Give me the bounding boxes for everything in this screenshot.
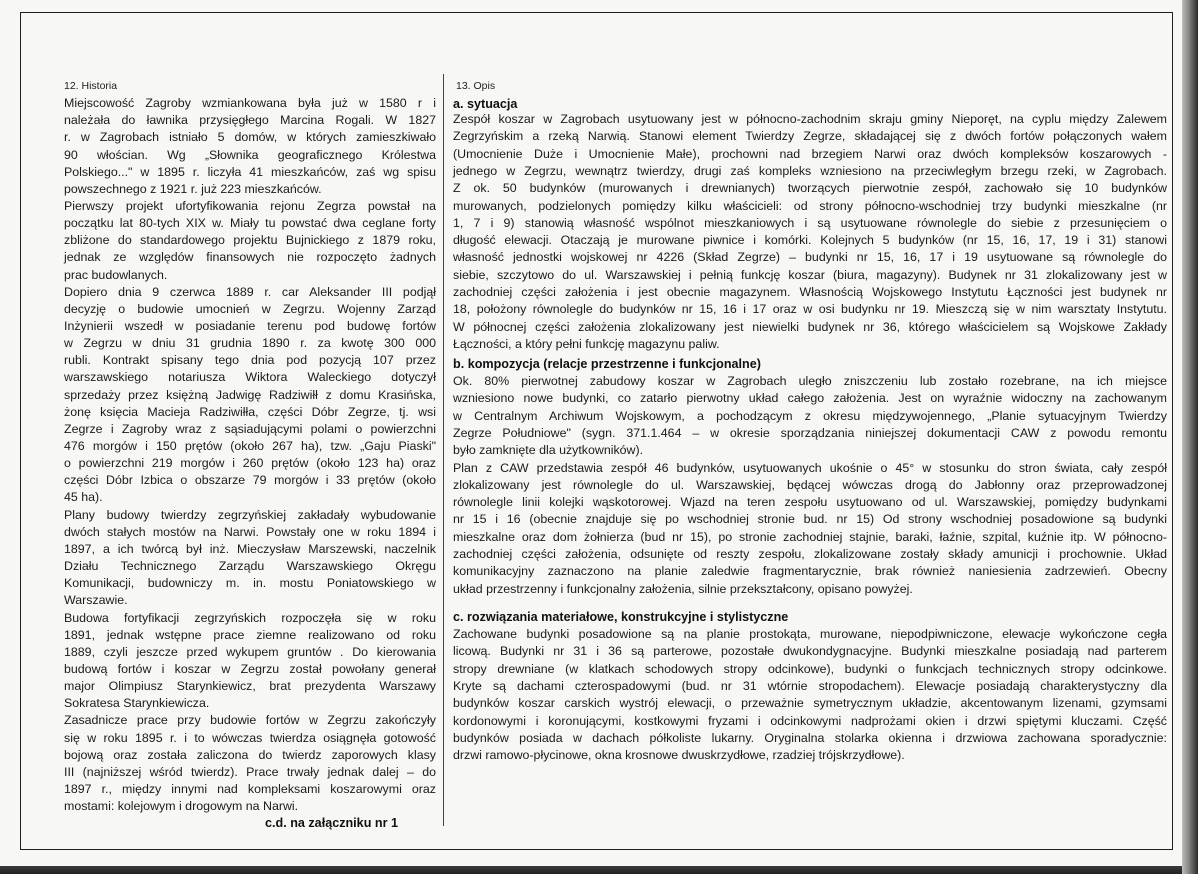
opis-subsection-title: b. kompozycja (relacje przestrzenne i funkcjonalne) xyxy=(453,357,761,371)
historia-line: 476 morgów i 150 prętów (około 267 ha), tzw. „Gaju Piaski" xyxy=(64,439,436,453)
historia-line: 1891, jednak wstępne prace ziemne realizowano od roku xyxy=(64,627,436,642)
historia-line: Inżynierii wszedł w posiadanie terenu pod budowę fortów xyxy=(64,318,436,333)
historia-line: Zegrze i Zagroby wraz z sąsiadującymi polami o powierzchni xyxy=(64,421,436,436)
historia-line: 90 włościan. Wg „Słownika geograficznego Królestwa xyxy=(64,147,436,162)
historia-line: zbliżone do standardowego projektu Bujnickiego z 1879 roku, xyxy=(64,233,436,248)
opis-line: murowanych, podzielonych pomiędzy kilku właścicieli: od strony północno-wschodniej trzy budynki mieszkalne (nr xyxy=(453,198,1167,213)
historia-line: r. w Zagrobach istniało 5 domów, w których zamieszkiwało xyxy=(64,130,436,145)
historia-line: 45 ha). xyxy=(64,490,103,505)
historia-line: Komunikacji, budowniczy m. in. mostu Poniatowskiego w xyxy=(64,576,436,591)
opis-line: jednego w Zegrzu, wewnątrz twierdzy, drugi zaś kompleks wzniesiono na przeciwległym brzegu rzeki, w Zagrobach. xyxy=(453,163,1167,178)
opis-line: nr 15 i 16 (obecnie znajduje się po wschodniej stronie bud. nr 15) Od strony wschodniej posadowione są budynki xyxy=(453,512,1167,527)
historia-line: Sokratesa Starynkiewicza. xyxy=(64,696,210,711)
historia-line: budową fortów i koszar w Zegrzu został powołany generał xyxy=(64,661,436,676)
opis-line: wzniesiono nowe budynki, co zatarło pierwotny układ całego założenia. Jest on wyraźnie widoczny na zachowanym xyxy=(453,391,1167,406)
historia-line: Budowa fortyfikacji zegrzyńskich rozpoczęła się w roku xyxy=(64,610,436,625)
historia-line: Warszawie. xyxy=(64,593,128,608)
opis-subsection-title: a. sytuacja xyxy=(453,97,518,111)
opis-line: 1, 7 i 9) stanowią własność wspólnot mieszkaniowych i są usytuowane równolegle do siebie z przesunięciem o xyxy=(453,215,1167,230)
opis-line: zlokalizowany jest równolegle do ul. Warszawskiej, będącej wówczas drogą do Jabłonny oraz przeprowadzonej xyxy=(453,477,1167,492)
opis-line: Plan z CAW przedstawia zespół 46 budynków, usytuowanych ukośnie o 45° w stosunku do stron świata, cały zespół xyxy=(453,460,1167,475)
opis-line: stropy drewniane (w klatkach schodowych stropy odcinkowe), budynki o funkcjach technicznych stropy odcinkowe. xyxy=(453,661,1167,676)
historia-line: III (najniższej wśród twierdz). Prace trwały jednak dalej – do xyxy=(64,764,436,779)
opis-line: Zespół koszar w Zagrobach usytuowany jest w północno-zachodnim skraju gminy Nieporęt, na cyplu między Zalewem xyxy=(453,112,1167,126)
opis-line: (Umocnienie Duże i Umocnienie Małe), prochowni nad brzegiem Narwi oraz dwóch kompleksów koszarowych - xyxy=(453,146,1167,161)
historia-line: o powierzchni 219 morgów i 260 prętów (około 123 ha) oraz xyxy=(64,456,436,471)
historia-line: major Olimpiusz Starynkiewicz, brat prezydenta Warszawy xyxy=(64,679,436,694)
scan-edge-bottom xyxy=(0,866,1198,874)
opis-line: budynków koszar carskich wystrój elewacji, o przeważnie symetrycznym układzie, akcentowanym lizenami, gzymsami xyxy=(453,696,1167,711)
opis-line: Zegrze Południowe" (sygn. 371.1.464 – w okresie sporządzania niniejszej dokumentacji CAW z powodu remontu xyxy=(453,425,1167,440)
opis-line: Ok. 80% pierwotnej zabudowy koszar w Zagrobach uległo zniszczeniu lub zostało rozebrane, na ich miejsce xyxy=(453,374,1167,388)
opis-line: własność jednostki wojskowej nr 4226 (Skład Zegrze) – budynki nr 15, 16, 17 i 19 usytuowane są równolegle do xyxy=(453,250,1167,265)
historia-line: Działu Technicznego Zarządu Warszawskiego Okręgu xyxy=(64,559,436,573)
opis-line: było zamknięte dla użytkowników). xyxy=(453,443,644,458)
historia-line: 1897, a ich twórcą był inż. Mieczysław Marszewski, naczelnik xyxy=(64,541,436,556)
historia-line: decyzję o budowie umocnień w Zegrzu. Wojenny Zarząd xyxy=(64,301,436,316)
historia-line: żonę księcia Macieja Radziwiłła, części Dóbr Zegrze, tj. wsi xyxy=(64,404,436,419)
historia-line: w Zegrzu w dniu 31 grudnia 1890 r. za kwotę 300 000 xyxy=(64,336,436,351)
historia-line: się w roku 1895 r. i to wówczas twierdza osiągnęła gotowość xyxy=(64,730,436,745)
historia-line: Dopiero dnia 9 czerwca 1889 r. car Aleksander III podjął xyxy=(64,284,436,299)
historia-line: Plany budowy twierdzy zegrzyńskiej zakładały wybudowanie xyxy=(64,507,436,522)
column-divider xyxy=(443,74,444,826)
historia-line: Pierwszy projekt ufortyfikowania rejonu Zegrza powstał na xyxy=(64,198,436,213)
historia-line: początku lat 80-tych XIX w. Miały tu powstać dwa ceglane forty xyxy=(64,216,436,231)
historia-line: bojową oraz została zaliczona do twierdz zaporowych klasy xyxy=(64,747,436,762)
historia-line: sprzedaży przez księżną Jadwigę Radziwiłł z domu Krasińska, xyxy=(64,387,436,402)
opis-line: W północnej części założenia zlokalizowany jest niewielki budynek nr 36, którego właścicielem są Wojskowe Zakłady xyxy=(453,319,1167,334)
scan-edge-right xyxy=(1182,0,1198,874)
historia-line: prac budowlanych. xyxy=(64,267,168,282)
opis-subsection-title: c. rozwiązania materiałowe, konstrukcyjne i stylistyczne xyxy=(453,610,789,624)
continuation-note: c.d. na załączniku nr 1 xyxy=(265,816,398,830)
historia-line: należała do ławnika przysięgłego Marcina Rogali. W 1827 xyxy=(64,113,436,128)
opis-line: równolegle linii kolejki wąskotorowej. Wjazd na teren zespołu usytuowano od ul. Warszawskiej, pomiędzy budynkami xyxy=(453,495,1167,510)
historia-line: warszawskiego notariusza Wiktora Waleckiego dotyczył xyxy=(64,370,436,385)
opis-line: Łączności, a który pełni funkcję magazynu paliw. xyxy=(453,336,720,351)
historia-line: części Dóbr Izbica o obszarze 79 morgów i 33 prętów (około xyxy=(64,473,436,488)
opis-line: licową. Budynki nr 31 i 36 są parterowe, pozostałe dwukondygnacyjne. Budynki mieszkalne posiadają nad parterem xyxy=(453,644,1167,659)
historia-line: 1889, czyli jeszcze przed wykupem gruntów . Do kierowania xyxy=(64,644,436,659)
historia-line: dwóch stałych mostów na Narwi. Powstały one w roku 1894 i xyxy=(64,524,436,539)
section-heading-opis: 13. Opis xyxy=(456,80,496,92)
opis-line: 18, położony równolegle do budynków nr 15, 16 i 17 oraz w osi budynku nr 19. Mieszczą się w nim warsztaty Instytutu. xyxy=(453,302,1167,317)
opis-line: zachodniej części założenia i jest obecnie magazynem. Własnością Wojskowego Instytutu Łączności jest budynek nr xyxy=(453,285,1167,299)
opis-line: zachodniej części założenia, odsunięte od reszty zespołu, zlokalizowane zostały składy amunicji i prochownie. Układ xyxy=(453,547,1167,561)
opis-line: siebie, szczytowo do ul. Warszawskiej i pełnią funkcję koszar (biura, magazyny). Budynek nr 31 zlokalizowany jest w xyxy=(453,267,1167,282)
opis-line: w Centralnym Archiwum Wojskowym, a pochodzącym z okresu międzywojennego, „Planie sytuacyjnym Twierdzy xyxy=(453,408,1167,423)
historia-line: rubli. Kontrakt spisany tego dnia pod pozycją 107 przez xyxy=(64,353,436,368)
historia-line: 1897 r., między innymi nad kompleksami koszarowymi oraz xyxy=(64,782,436,796)
historia-line: Zasadnicze prace przy budowie fortów w Zegrzu zakończyły xyxy=(64,713,436,728)
opis-line: Kryte są dachami czterospadowymi (bud. nr 31 wtórnie stropodachem). Elewacje posiadają charakterystyczny dla xyxy=(453,678,1167,693)
historia-line: jednak ze względów finansowych nie rozpoczęto żadnych xyxy=(64,250,436,265)
historia-line: Polskiego..." w 1895 r. liczyła 41 mieszkańców, zaś wg spisu xyxy=(64,164,436,179)
opis-line: mieszkalne oraz dom żołnierza (bud nr 15), po stronie zachodniej stajnie, baraki, łaźnie, szpital, kuźnie itp. W północno- xyxy=(453,529,1167,544)
opis-line: długość elewacji. Otaczają je murowane piwnice i komórki. Kolejnych 5 budynków (nr 15, 16, 17, 19 i 31) stanowi xyxy=(453,233,1167,248)
opis-line: budynków posiada w dachach półkoliste lukarny. Oryginalna stolarka okienna i drzwiowa zachowana sporadycznie: xyxy=(453,730,1167,745)
opis-line: Z ok. 50 budynków (murowanych i drewnianych) tworzących pierwotnie zespół, zachowało się 10 budynków xyxy=(453,181,1167,196)
opis-line: kordonowymi i koronującymi, kostkowymi fryzami i odcinkowymi nadprożami okien i drzwi spiętymi kluczami. Część xyxy=(453,713,1167,728)
historia-line: powszechnego z 1921 r. już 223 mieszkańców. xyxy=(64,181,322,196)
historia-line: Miejscowość Zagroby wzmiankowana była już w 1580 r i xyxy=(64,96,436,110)
opis-line: Zachowane budynki posadowione są na planie prostokąta, murowane, niepodpiwniczone, elewacje wykończone cegła xyxy=(453,627,1167,641)
opis-line: komunikacyjny zaznaczono na planie zaledwie fragmentarycznie, brak również naniesienia zadrzewień. Obecny xyxy=(453,564,1167,579)
opis-line: układ przestrzenny i funkcjonalny założenia, silnie przekształcony, opisano powyżej. xyxy=(453,581,913,596)
opis-line: drzwi ramowo-płycinowe, okna krosnowe dwuskrzydłowe, rzadziej trójskrzydłowe). xyxy=(453,748,905,763)
section-heading-historia: 12. Historia xyxy=(64,80,118,92)
historia-line: mostami: kolejowym i drogowym na Narwi. xyxy=(64,799,299,814)
opis-line: Zegrzyńskim a rzeką Narwią. Stanowi element Twierdzy Zegrze, składającej się z dwóch fortów połączonych wałem xyxy=(453,129,1167,144)
